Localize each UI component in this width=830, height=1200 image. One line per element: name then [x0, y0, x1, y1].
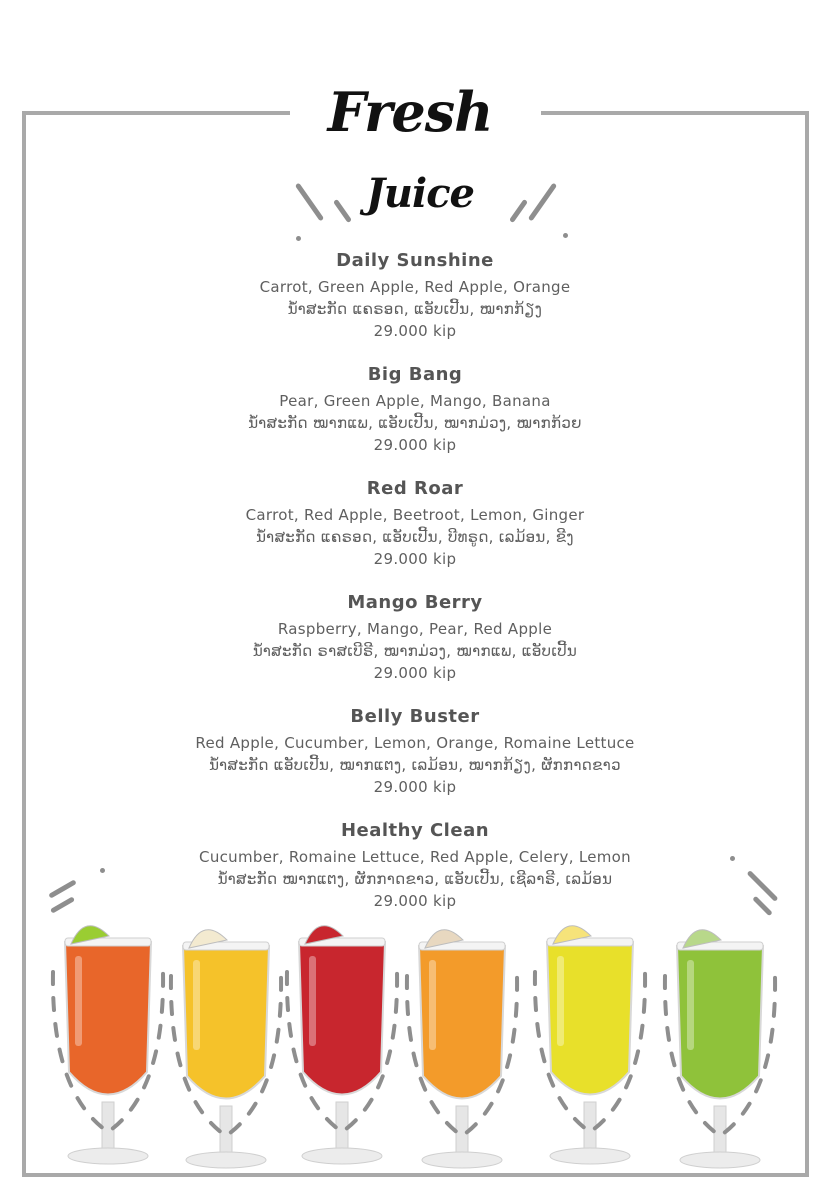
juice-menu — [0, 246, 830, 930]
juice-glass-shine — [193, 960, 200, 1050]
juice-glass-shine — [429, 960, 436, 1050]
juice-glass-shine — [75, 956, 82, 1046]
menu-item-ingredients-en: Carrot, Red Apple, Beetroot, Lemon, Ginger — [245, 506, 585, 524]
menu-item-ingredients-en: Pear, Green Apple, Mango, Banana — [279, 392, 551, 410]
menu-item — [0, 588, 830, 702]
juice-glass-shine — [309, 956, 316, 1046]
menu-item-ingredients-lo: ນ້ຳສະກັດ ແຄຣອດ, ແອັບເປີ້ນ, ບີທຣູດ, ເລມ້ອນ, ຂີງ — [256, 528, 574, 546]
decor-dot — [730, 856, 735, 861]
menu-item-ingredients-lo: ນ້ຳສະກັດ ໝາກແຕງ, ຜັກກາດຂາວ, ແອັບເປີ້ນ, ເຊີລາຣີ, ເລມ້ອນ — [217, 870, 613, 888]
decor-dot — [296, 236, 301, 241]
page-title-line1: Fresh — [327, 80, 493, 144]
menu-item-name: Daily Sunshine — [336, 250, 494, 271]
juice-glass-base — [68, 1148, 148, 1164]
juice-glass-shine — [687, 960, 694, 1050]
menu-item-ingredients-en: Raspberry, Mango, Pear, Red Apple — [277, 620, 553, 638]
menu-item-ingredients-en: Cucumber, Romaine Lettuce, Red Apple, Celery, Lemon — [199, 848, 631, 866]
menu-item-ingredients-lo: ນ້ຳສະກັດ ແອັບເປີ້ນ, ໝາກແຕງ, ເລມ້ອນ, ໝາກກ້ຽງ, ຜັກກາດຂາວ — [209, 756, 621, 774]
juice-glass-base — [680, 1152, 760, 1168]
menu-item-ingredients-lo: ນ້ຳສະກັດ ໝາກແພ, ແອັບເປີ້ນ, ໝາກມ່ວງ, ໝາກກ້ວຍ — [248, 414, 582, 432]
menu-item-name: Red Roar — [366, 478, 464, 499]
menu-item-price: 29.000 kip — [373, 664, 457, 682]
menu-item-name: Big Bang — [367, 364, 463, 385]
juice-glass-base — [186, 1152, 266, 1168]
menu-item-price: 29.000 kip — [373, 778, 457, 796]
menu-item-name: Belly Buster — [350, 706, 480, 727]
juice-glass-base — [302, 1148, 382, 1164]
decor-dot — [100, 868, 105, 873]
menu-item — [0, 360, 830, 474]
menu-item — [0, 702, 830, 816]
menu-item-price: 29.000 kip — [373, 892, 457, 910]
menu-item-price: 29.000 kip — [373, 322, 457, 340]
page-title-line2: Juice — [365, 170, 474, 217]
decor-dot — [563, 233, 568, 238]
menu-item — [0, 474, 830, 588]
menu-item-ingredients-lo: ນ້ຳສະກັດ ຣາສເບີຣີ, ໝາກມ່ວງ, ໝາກແພ, ແອັບເປີ້ນ — [252, 642, 578, 660]
menu-item — [0, 246, 830, 360]
juice-glass-base — [422, 1152, 502, 1168]
menu-item-price: 29.000 kip — [373, 550, 457, 568]
juice-glass-base — [550, 1148, 630, 1164]
menu-item-price: 29.000 kip — [373, 436, 457, 454]
menu-item-ingredients-en: Carrot, Green Apple, Red Apple, Orange — [259, 278, 571, 296]
menu-item — [0, 816, 830, 930]
menu-item-ingredients-lo: ນ້ຳສະກັດ ແຄຣອດ, ແອັບເປີ້ນ, ໝາກກ້ຽງ — [287, 300, 543, 318]
menu-item-ingredients-en: Red Apple, Cucumber, Lemon, Orange, Romaine Lettuce — [195, 734, 635, 752]
menu-item-name: Healthy Clean — [340, 820, 490, 841]
juice-glasses-illustration — [0, 920, 830, 1180]
menu-item-name: Mango Berry — [347, 592, 483, 613]
juice-glass-shine — [557, 956, 564, 1046]
